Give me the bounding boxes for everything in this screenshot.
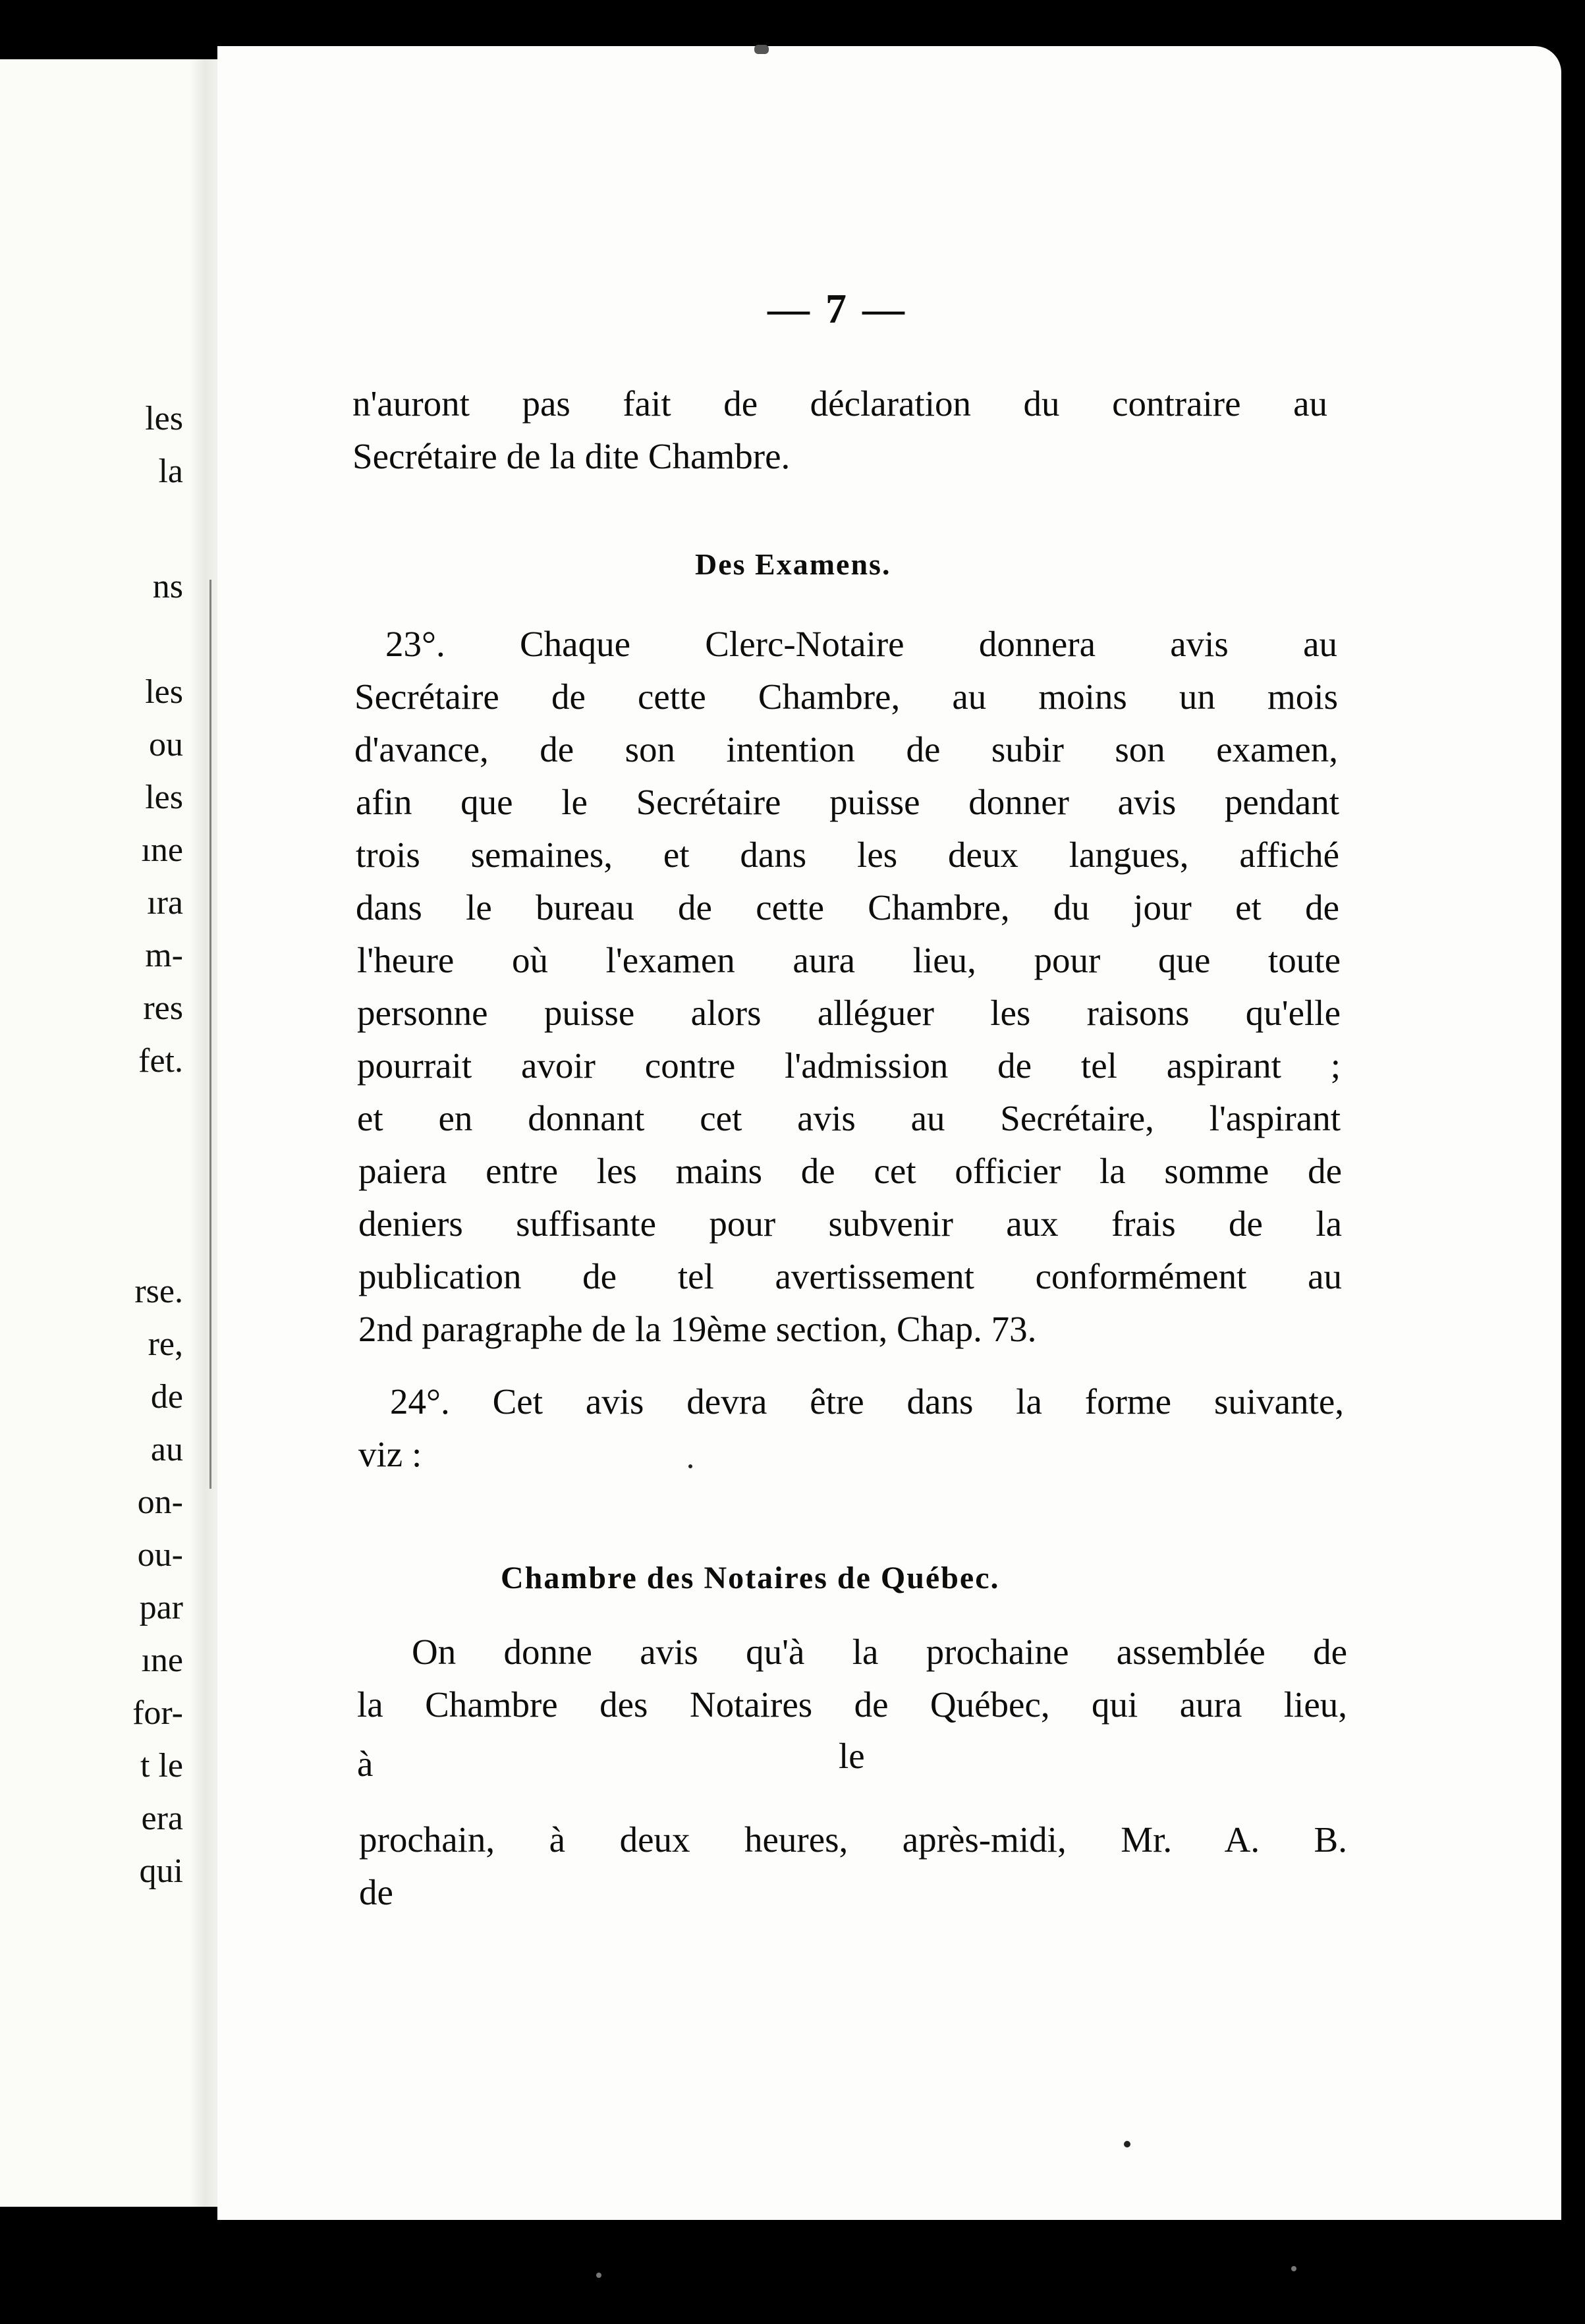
scan-speck (1291, 2266, 1296, 2271)
scan-speck (596, 2273, 601, 2278)
facing-page-fragment: au (150, 1431, 183, 1468)
facing-page-fragment: re, (148, 1325, 183, 1363)
facing-page-fragment: ıne (141, 831, 183, 869)
text-line: n'auront pas fait de déclaration du contraire au (352, 383, 1327, 424)
facing-page-fragment: les (145, 400, 183, 437)
form-heading: Chambre des Notaires de Québec. (501, 1561, 1000, 1595)
book-page (217, 46, 1561, 2220)
text-line: paiera entre les mains de cet officier la somme de (358, 1151, 1342, 1191)
facing-page (0, 59, 191, 2207)
facing-page-fragment: ou- (137, 1536, 183, 1574)
text-line: personne puisse alors alléguer les raisons qu'elle (357, 993, 1341, 1033)
text-line: On donne avis qu'à la prochaine assemblée de (412, 1632, 1347, 1672)
facing-page-fragment: la (158, 453, 183, 490)
text-line: deniers suffisante pour subvenir aux frais de la (358, 1204, 1342, 1244)
facing-page-fragment: par (139, 1589, 183, 1626)
facing-page-fragment: rse. (134, 1273, 183, 1310)
facing-page-fragment: ıne (141, 1642, 183, 1679)
text-line: prochain, à deux heures, après-midi, Mr. A. B. (359, 1819, 1347, 1860)
text-line: afin que le Secrétaire puisse donner avis pendant (356, 782, 1339, 822)
page-number: — 7 — (767, 285, 907, 332)
facing-page-fragment: ıra (147, 884, 183, 922)
text-line: et en donnant cet avis au Secrétaire, l'aspirant (357, 1098, 1341, 1138)
facing-page-fragment: on- (137, 1483, 183, 1521)
text-line: la Chambre des Notaires de Québec, qui aura lieu, (357, 1684, 1347, 1725)
text-line: 23°. Chaque Clerc-Notaire donnera avis au (385, 624, 1337, 664)
form-blank-prefix: de (359, 1872, 393, 1912)
facing-page-fragment: era (141, 1800, 183, 1837)
form-blank-word: le (839, 1736, 865, 1776)
facing-page-fragment: de (150, 1378, 183, 1416)
scan-speck (1124, 2141, 1130, 2147)
facing-page-fragment: m- (145, 937, 183, 974)
scan-speck (754, 45, 769, 54)
text-line: d'avance, de son intention de subir son examen, (354, 729, 1338, 769)
scan-speck (688, 1464, 692, 1468)
text-line: 24°. Cet avis devra être dans la forme suivante, (390, 1381, 1344, 1422)
text-line: 2nd paragraphe de la 19ème section, Chap. 73. (358, 1309, 1037, 1349)
facing-page-fragment: les (145, 779, 183, 816)
facing-page-fragment: for- (132, 1694, 183, 1732)
facing-page-fragment: res (143, 989, 183, 1027)
facing-page-fragment: ns (152, 568, 183, 605)
section-heading: Des Examens. (695, 547, 891, 581)
binding-stitch (209, 580, 211, 1489)
text-line: Secrétaire de la dite Chambre. (352, 436, 791, 476)
text-line: dans le bureau de cette Chambre, du jour et de (356, 887, 1339, 927)
facing-page-fragment: t le (140, 1747, 183, 1784)
form-blank-prefix: à (357, 1744, 374, 1784)
facing-page-fragment: qui (139, 1852, 183, 1890)
facing-page-fragment: ou (149, 726, 183, 763)
text-line: pourrait avoir contre l'admission de tel aspirant ; (357, 1045, 1341, 1086)
text-line: l'heure où l'examen aura lieu, pour que toute (357, 940, 1341, 980)
text-line: trois semaines, et dans les deux langues, affiché (356, 835, 1339, 875)
text-line: Secrétaire de cette Chambre, au moins un mois (354, 677, 1338, 717)
text-line: publication de tel avertissement conformément au (358, 1256, 1342, 1296)
facing-page-fragment: les (145, 673, 183, 711)
facing-page-fragment: fet. (138, 1042, 183, 1080)
text-line: viz : (358, 1434, 422, 1474)
